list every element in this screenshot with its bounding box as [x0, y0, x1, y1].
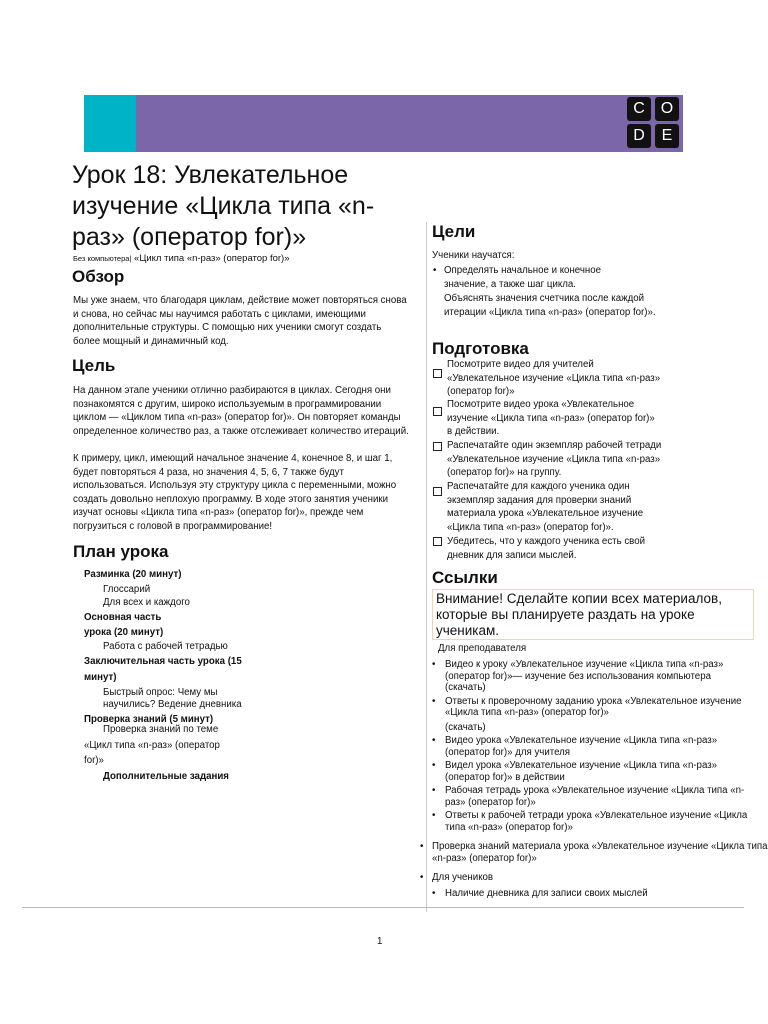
- prep-checkbox-3[interactable]: [433, 442, 442, 451]
- for-students-item: • Для учеников: [420, 872, 494, 883]
- prep-checkbox-2[interactable]: [433, 407, 442, 416]
- prep-item-5: Убедитесь, что у каждого ученика есть свой дневник для записи мыслей.: [447, 536, 646, 561]
- bullet-dot: •: [433, 265, 437, 276]
- prep-checkbox-4[interactable]: [433, 487, 442, 496]
- footer-rule: [22, 907, 744, 908]
- column-divider: [426, 222, 427, 912]
- check-link[interactable]: Проверка знаний материала урока «Увлекательное изучение «Цикла типа «n-раз» (оператор for)»: [432, 841, 768, 864]
- prep-checkbox-1[interactable]: [433, 369, 442, 378]
- plan-for-all: Для всех и каждого: [103, 597, 190, 608]
- prep-heading: Подготовка: [432, 339, 529, 358]
- teacher-link-1[interactable]: Видео к уроку «Увлекательное изучение «Цикла типа «n-раз» (оператор for)»— изучение без использования компьютера (скачать): [445, 659, 724, 693]
- plan-main-b: урока (20 минут): [84, 627, 164, 638]
- plan-warmup: Разминка (20 минут): [84, 569, 182, 580]
- prep-item-1: Посмотрите видео для учителей «Увлекательное изучение «Цикла типа «n-раз» (оператор for)»: [447, 359, 661, 398]
- goal-paragraph-1: На данном этапе ученики отлично разбираются в циклах. Сегодня они познакомятся с другим, широко используемым в программировании циклом — «Циклом типа «n-раз» (оператор for)». Он повторяет команды определенное количество раз, а также отслеживает количество итераций.: [73, 385, 409, 437]
- plan-check-sub-b: «Цикл типа «n-раз» (оператор: [84, 740, 220, 751]
- teacher-links-list: [432, 659, 754, 835]
- plan-final-a: Заключительная часть урока (15: [84, 656, 242, 667]
- banner-purple-block: [136, 95, 683, 152]
- breadcrumb-text: «Цикл типа «n-раз» (оператор for)»: [131, 253, 290, 264]
- teacher-link-4[interactable]: Видел урока «Увлекательное изучение «Цикла типа «n-раз» (оператор for)» в действии: [445, 760, 718, 783]
- prep-item-4: Распечатайте для каждого ученика один экземпляр задания для проверки знаний материала урока «Увлекательное изучение «Цикла типа «n-раз» (оператор for)».: [447, 481, 644, 533]
- student-link-1[interactable]: Наличие дневника для записи своих мыслей: [445, 888, 648, 899]
- plan-workbook: Работа с рабочей тетрадью: [103, 641, 228, 652]
- teacher-link-3[interactable]: Видео урока «Увлекательное изучение «Цикла типа «n-раз» (оператор for)» для учителя: [445, 735, 718, 758]
- for-teachers-label: Для преподавателя: [438, 643, 527, 654]
- for-students-label: Для учеников: [432, 872, 494, 883]
- list-item: • Видео урока «Увлекательное изучение «Цикла типа «n-раз» (оператор for)» для учителя: [432, 735, 718, 758]
- breadcrumb-prefix: Без компьютера|: [73, 254, 132, 263]
- plan-glossary: Глоссарий: [103, 584, 151, 595]
- teacher-link-2-download[interactable]: (скачать): [445, 721, 486, 733]
- plan-check: Проверка знаний (5 минут): [84, 714, 214, 725]
- lesson-title: Урок 18: Увлекательное изучение «Цикла типа «n-раз» (оператор for)»: [72, 161, 375, 251]
- aims-bullet-2: Объяснять значения счетчика после каждой итерации «Цикла типа «n-раз» (оператор for)».: [444, 293, 656, 318]
- plan-check-sub-c: for)»: [84, 755, 104, 766]
- code-logo: [627, 97, 681, 149]
- plan-extra: Дополнительные задания: [103, 771, 229, 782]
- list-item: • Ответы к проверочному заданию урока «Увлекательное изучение «Цикла типа «n-раз» (оператор for)» (скачать): [432, 695, 742, 733]
- prep-item-3: Распечатайте один экземпляр рабочей тетради «Увлекательное изучение «Цикла типа «n-раз» (оператор for)» на группу.: [447, 440, 662, 479]
- list-item: • Рабочая тетрадь урока «Увлекательное изучение «Цикла типа «n-раз» (оператор for)»: [432, 785, 745, 808]
- student-link-item: • Наличие дневника для записи своих мыслей: [432, 888, 648, 899]
- aims-intro: Ученики научатся:: [432, 250, 515, 261]
- check-link-item: • Проверка знаний материала урока «Увлекательное изучение «Цикла типа «n-раз» (оператор for)»: [420, 841, 768, 864]
- aims-heading: Цели: [432, 222, 476, 241]
- logo-letter-e: E: [655, 124, 679, 148]
- logo-letter-d: D: [627, 124, 651, 148]
- links-heading: Ссылки: [432, 568, 498, 587]
- teacher-link-5[interactable]: Рабочая тетрадь урока «Увлекательное изучение «Цикла типа «n-раз» (оператор for)»: [445, 785, 745, 808]
- copies-notice: Внимание! Сделайте копии всех материалов, которые вы планируете раздать на уроке ученикам.: [432, 589, 754, 640]
- goal-heading: Цель: [72, 356, 116, 375]
- prep-item-2: Посмотрите видео урока «Увлекательное изучение «Цикла типа «n-раз» (оператор for)» в действии.: [447, 399, 655, 438]
- list-item: • Ответы к рабочей тетради урока «Увлекательное изучение «Цикла типа «n-раз» (оператор for)»: [432, 810, 748, 833]
- overview-text: Мы уже знаем, что благодаря циклам, действие может повторяться снова и снова, но сейчас мы научимся работать с циклами, имеющими дополнительные структуры. С помощью них ученики смогут создать более мощный и динамичный код.: [73, 295, 407, 347]
- list-item: • Видел урока «Увлекательное изучение «Цикла типа «n-раз» (оператор for)» в действии: [432, 760, 718, 783]
- page-number: 1: [377, 936, 383, 947]
- plan-quiz-b: научились? Ведение дневника: [103, 699, 242, 710]
- list-item: • Видео к уроку «Увлекательное изучение «Цикла типа «n-раз» (оператор for)»— изучение без использования компьютера (скачать): [432, 659, 724, 693]
- logo-letter-c: C: [627, 97, 651, 121]
- plan-heading: План урока: [73, 542, 169, 561]
- overview-heading: Обзор: [72, 267, 125, 286]
- breadcrumb: [73, 248, 290, 266]
- goal-paragraph-2: К примеру, цикл, имеющий начальное значение 4, конечное 8, и шаг 1, будет повторяться 4 раза, но значения 4, 5, 6, 7 также будут использоваться. Используя эту структуру цикла с переменными, можно создать довольно неплохую программу. В ходе этого занятия ученики изучат основы «Цикла типа «n-раз» (оператор for)», прежде чем погрузиться с головой в программирование!: [73, 453, 397, 532]
- banner-teal-block: [84, 95, 136, 152]
- prep-checkbox-5[interactable]: [433, 537, 442, 546]
- aims-bullet-1: Определять начальное и конечное значение, а также шаг цикла.: [444, 265, 602, 290]
- plan-main-a: Основная часть: [84, 612, 162, 623]
- logo-letter-o: O: [655, 97, 679, 121]
- plan-final-b: минут): [84, 672, 117, 683]
- plan-check-sub-a: Проверка знаний по теме: [103, 724, 219, 735]
- teacher-link-6[interactable]: Ответы к рабочей тетради урока «Увлекательное изучение «Цикла типа «n-раз» (оператор for)»: [445, 810, 748, 833]
- teacher-link-2[interactable]: Ответы к проверочному заданию урока «Увлекательное изучение «Цикла типа «n-раз» (оператор for)»: [445, 695, 742, 718]
- plan-quiz-a: Быстрый опрос: Чему мы: [103, 687, 218, 698]
